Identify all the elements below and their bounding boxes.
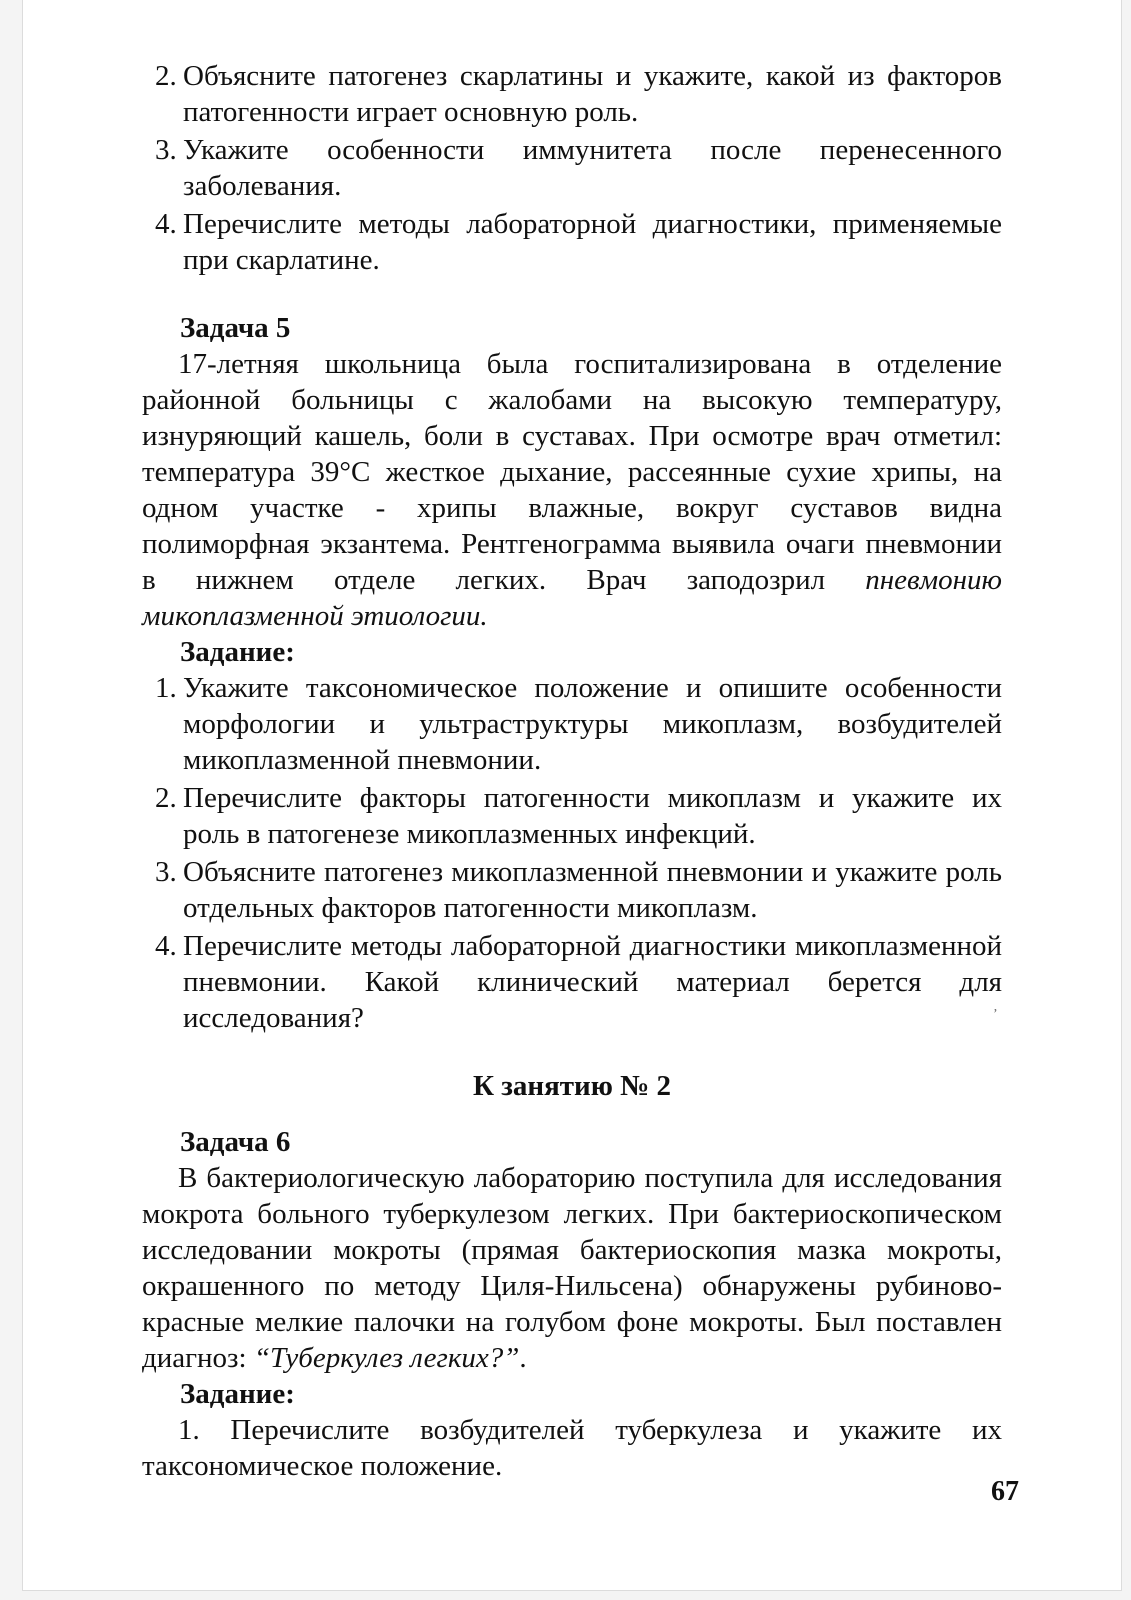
list-item bbox=[155, 780, 1002, 852]
section-heading: К занятию № 2 bbox=[472, 1070, 672, 1102]
list-text: Перечислите факторы патогенности микоплазм и укажите их роль в патогенезе микоплазменных инфекций. bbox=[183, 782, 1002, 850]
task6-item-1: 1. Перечислите возбудителей туберкулеза и укажите их таксономическое положение. bbox=[142, 1414, 1002, 1482]
list-number: 1. bbox=[155, 672, 177, 704]
list-number: 3. bbox=[155, 856, 177, 888]
task5-diagnosis: пневмонию микоплазменной этиологии. bbox=[142, 564, 1002, 632]
list-item bbox=[155, 670, 1002, 778]
task5-assignment-label: Задание: bbox=[180, 636, 295, 668]
list-number: 4. bbox=[155, 930, 177, 962]
page-number: 67 bbox=[991, 1476, 1019, 1507]
task6-body-end: . bbox=[519, 1342, 527, 1374]
list-item bbox=[155, 132, 1002, 204]
task5-body bbox=[142, 346, 1002, 634]
task6-title: Задача 6 bbox=[180, 1126, 291, 1158]
task6-body-text: В бактериологическую лабораторию поступила для исследования мокрота больного туберкулезом легких. При бактериоскопическом исследовании мокроты (прямая бактериоскопия мазка мокроты, окрашенного по методу Циля-Нильсена) обнаружены рубиново-красные мелкие палочки на голубом фоне мокроты. Был поставлен диагноз: bbox=[142, 1162, 1002, 1374]
scan-speck: ’ bbox=[993, 1007, 998, 1022]
task5-title: Задача 5 bbox=[180, 312, 291, 344]
task6-diagnosis: “Туберкулез легких?” bbox=[253, 1342, 520, 1374]
task5-body-text: 17-летняя школьница была госпитализирована в отделение районной больницы с жалобами на высокую температуру, изнуряющий кашель, боли в суставах. При осмотре врач отметил: температура 39°С жесткое дыхание, рассеянные сухие хрипы, на одном участке - хрипы влажные, вокруг суставов видна полиморфная экзантема. Рентгенограмма выявила очаги пневмонии в нижнем отделе легких. Врач заподозрил bbox=[142, 348, 1002, 596]
list-text: Укажите таксономическое положение и опишите особенности морфологии и ультраструктуры микоплазм, возбудителей микоплазменной пневмонии. bbox=[183, 672, 1002, 776]
document-page bbox=[22, 0, 1122, 1591]
list-text: Укажите особенности иммунитета после перенесенного заболевания. bbox=[183, 134, 1002, 202]
task6-body bbox=[142, 1160, 1002, 1376]
list-number: 2. bbox=[155, 60, 177, 92]
list-item bbox=[155, 58, 1002, 130]
list-number: 3. bbox=[155, 134, 177, 166]
list-text: Объясните патогенез скарлатины и укажите, какой из факторов патогенности играет основную роль. bbox=[183, 60, 1002, 128]
task6-assignment-label: Задание: bbox=[180, 1378, 295, 1410]
list-number: 4. bbox=[155, 208, 177, 240]
list-number: 2. bbox=[155, 782, 177, 814]
list-item bbox=[155, 928, 1002, 1036]
task5-list bbox=[142, 670, 1002, 1036]
page-content bbox=[142, 58, 1002, 1484]
list-item bbox=[155, 206, 1002, 278]
list-text: Перечислите методы лабораторной диагностики микоплазменной пневмонии. Какой клинический материал берется для исследования? bbox=[183, 930, 1002, 1034]
list-text: Объясните патогенез микоплазменной пневмонии и укажите роль отдельных факторов патогенности микоплазм. bbox=[183, 856, 1002, 924]
list-item bbox=[155, 854, 1002, 926]
top-list bbox=[142, 58, 1002, 278]
list-text: Перечислите методы лабораторной диагностики, применяемые при скарлатине. bbox=[183, 208, 1002, 276]
